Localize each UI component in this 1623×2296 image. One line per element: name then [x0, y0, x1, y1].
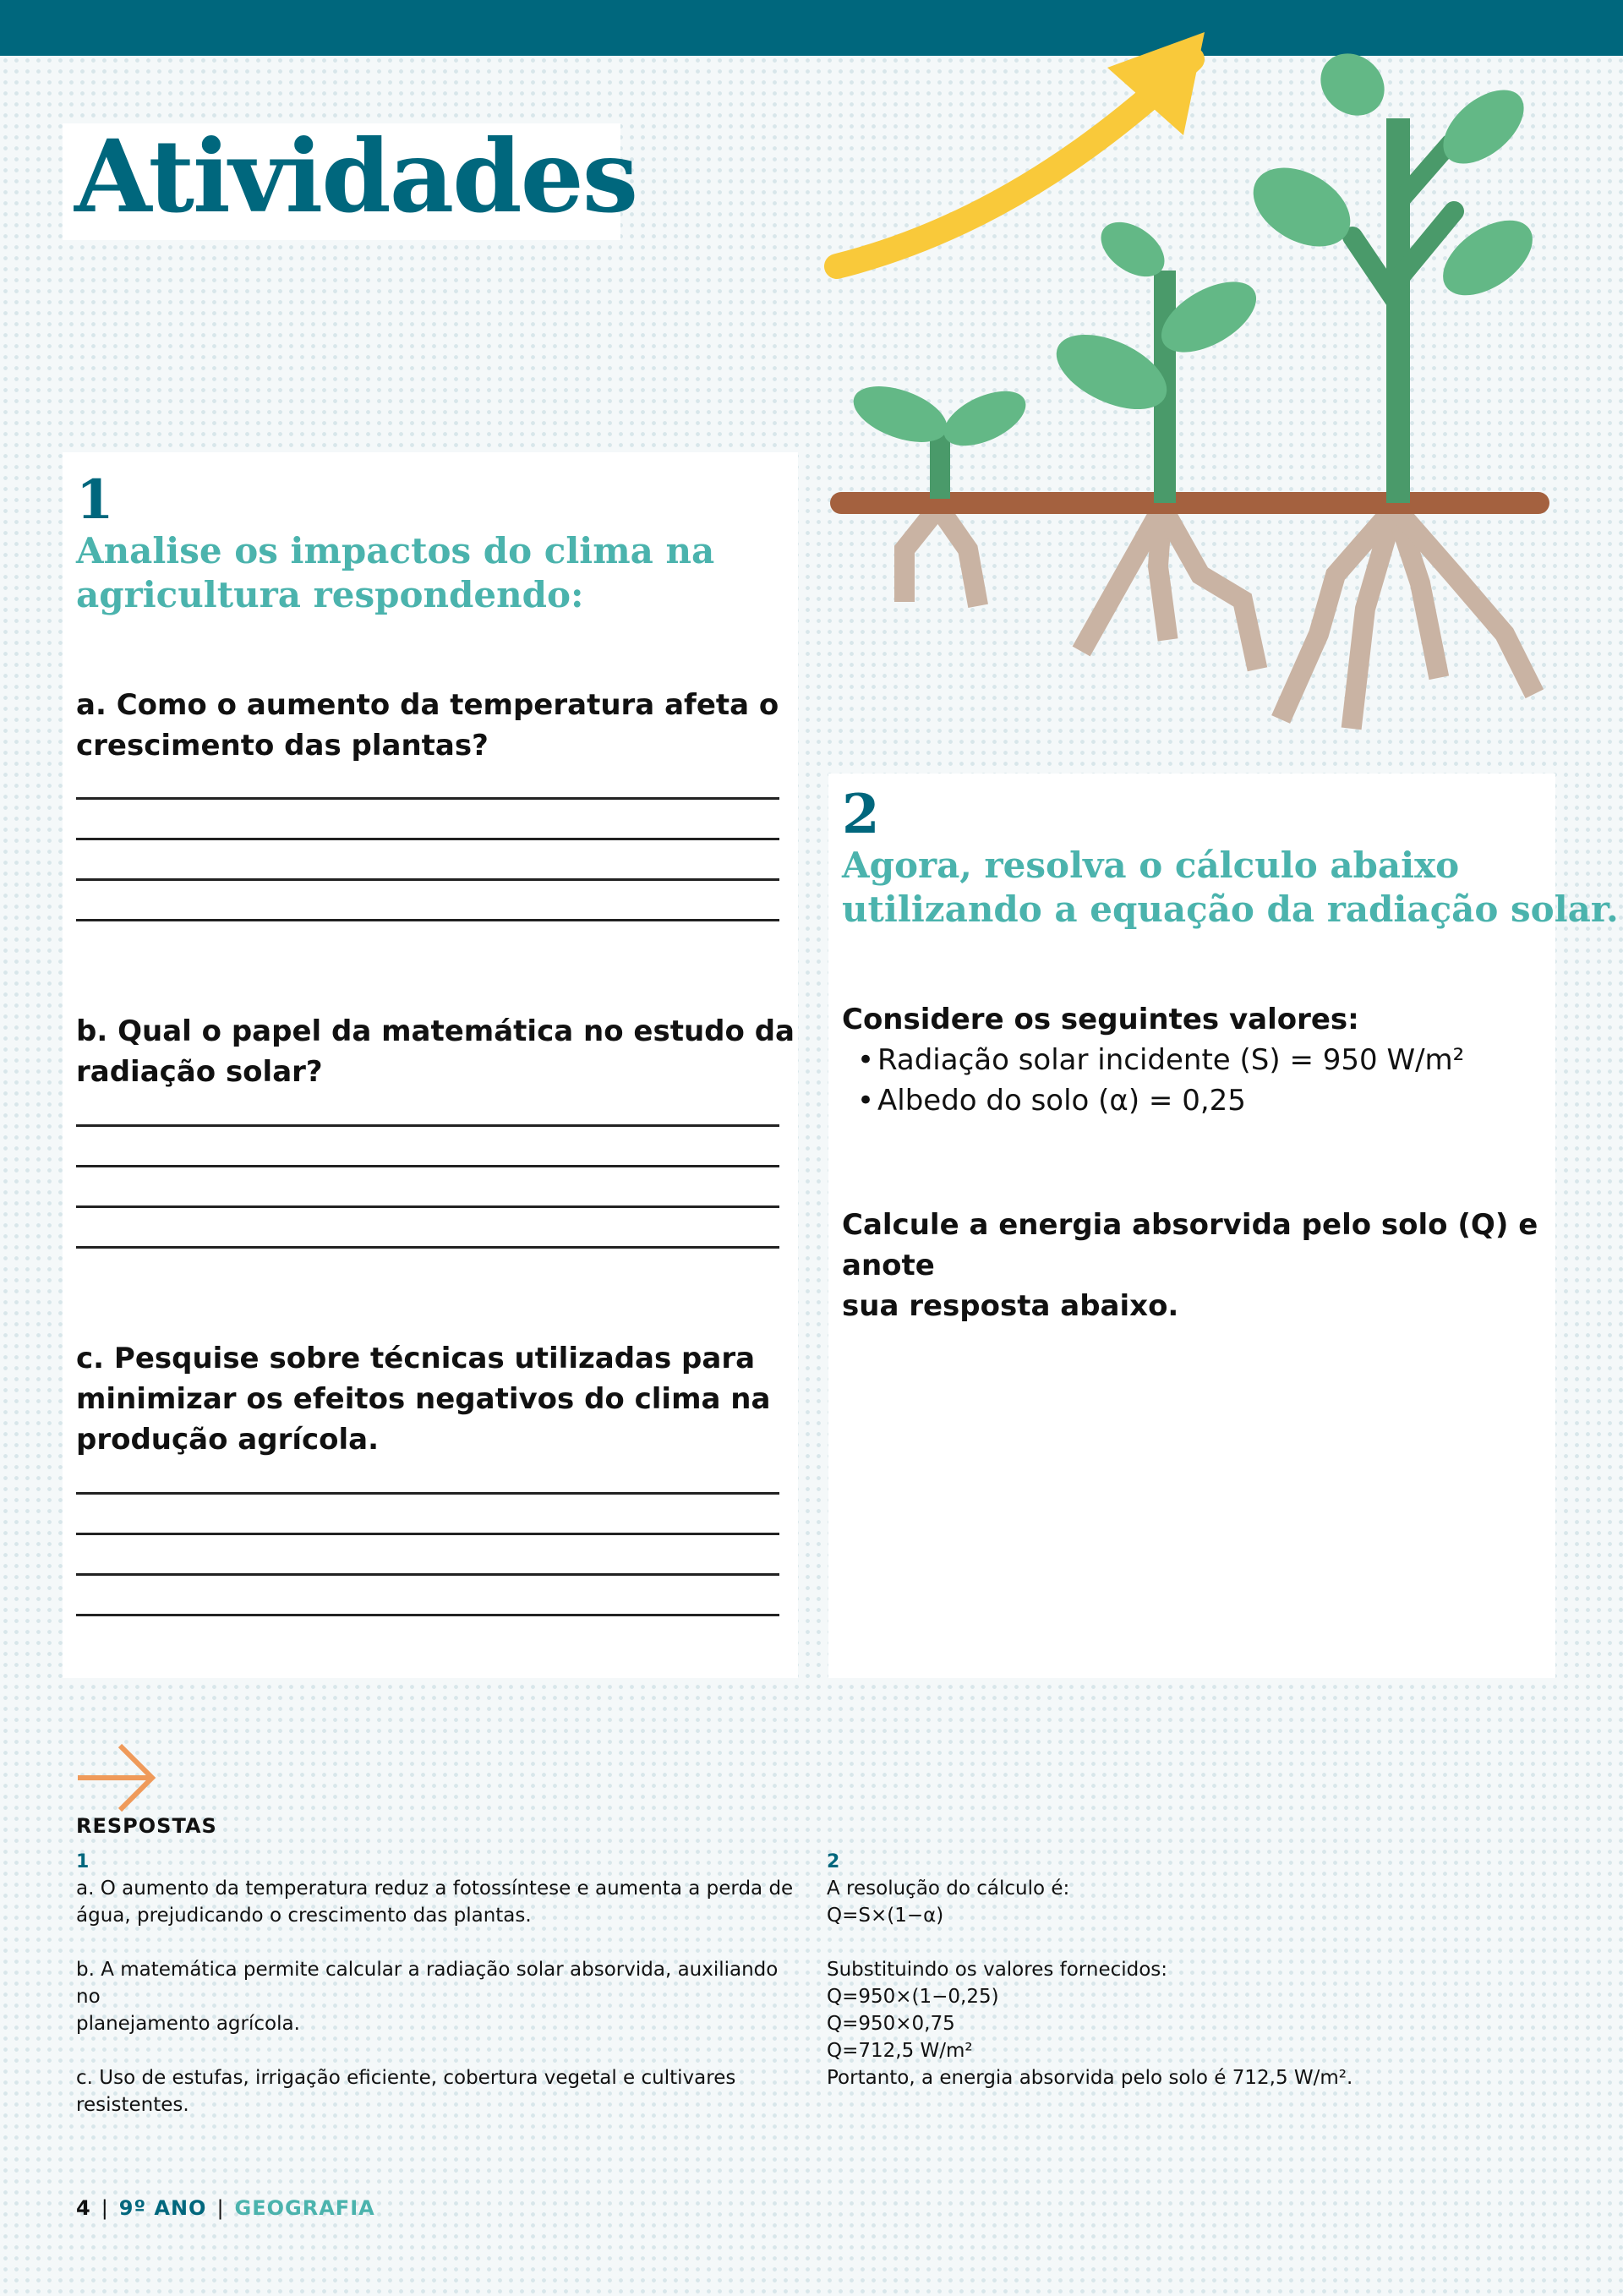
question-b-line2: radiação solar? [76, 1055, 323, 1089]
answer-line[interactable] [76, 878, 779, 881]
answer-line[interactable] [76, 1573, 779, 1576]
answer-line[interactable] [76, 1124, 779, 1127]
answer-line[interactable] [76, 838, 779, 840]
question-c-line1: c. Pesquise sobre técnicas utilizadas para [76, 1342, 756, 1375]
activity-2-heading-line1: Agora, resolva o cálculo abaixo [842, 845, 1460, 886]
answers-title: RESPOSTAS [76, 1814, 217, 1838]
footer: 4 | 9º ANO | GEOGRAFIA [76, 2196, 375, 2220]
answers-col2-text: A resolução do cálculo é: Q=S×(1−α) Substituindo os valores fornecidos: Q=950×(1−0,25) Q=950×0,75 Q=712,5 W/m² Portanto, a energia absorvida pelo solo é 712,5 W/m². [827, 1878, 1353, 2089]
page-title: Atividades [74, 118, 637, 235]
answer-line[interactable] [76, 919, 779, 921]
subject-label: GEOGRAFIA [234, 2196, 375, 2220]
answer-line[interactable] [76, 1614, 779, 1616]
activity-1-heading-line1: Analise os impactos do clima na [76, 530, 715, 571]
page-number: 4 [76, 2196, 91, 2220]
answers-col1-number: 1 [76, 1851, 90, 1872]
question-b-line1: b. Qual o papel da matemática no estudo da [76, 1014, 795, 1048]
question-c-line3: produção agrícola. [76, 1423, 380, 1457]
question-c-line2: minimizar os efeitos negativos do clima na [76, 1382, 771, 1416]
question-a [76, 685, 779, 766]
answer-line[interactable] [76, 1533, 779, 1535]
question-c [76, 1338, 770, 1460]
answers-col1-text: a. O aumento da temperatura reduz a fotossíntese e aumenta a perda de água, prejudicando o crescimento das plantas. b. A matemática permite calcular a radiação solar absorvida, auxiliando no planejamento agrícola. c. Uso de estufas, irrigação eficiente, cobertura vegetal e cultivares resistentes. [76, 1878, 794, 2116]
answer-line[interactable] [76, 1492, 779, 1495]
question-b [76, 1011, 795, 1092]
activity-2-number: 2 [842, 783, 880, 846]
answer-line[interactable] [76, 1205, 779, 1208]
arrow-right-icon [76, 1737, 161, 1822]
value-item: • Radiação solar incidente (S) = 950 W/m² [842, 1040, 1464, 1080]
values-list [842, 1040, 1464, 1121]
grade-label: 9º ANO [118, 2196, 207, 2220]
calculation-task [842, 1205, 1623, 1326]
activity-1-heading [76, 529, 714, 617]
activity-2-heading-line2: utilizando a equação da radiação solar. [842, 888, 1619, 930]
values-title: Considere os seguintes valores: [842, 1003, 1359, 1036]
answer-line[interactable] [76, 1165, 779, 1167]
activity-1-heading-line2: agricultura respondendo: [76, 574, 584, 615]
value-item: • Albedo do solo (α) = 0,25 [842, 1080, 1464, 1121]
answers-col2-number: 2 [827, 1851, 840, 1872]
question-a-line2: crescimento das plantas? [76, 729, 489, 763]
calculation-task-line1: Calcule a energia absorvida pelo solo (Q) e anote [842, 1208, 1538, 1282]
activity-1-number: 1 [76, 468, 114, 532]
question-a-line1: a. Como o aumento da temperatura afeta o [76, 688, 779, 722]
plants-growth-illustration [812, 25, 1564, 752]
calculation-task-line2: sua resposta abaixo. [842, 1289, 1179, 1323]
answer-line[interactable] [76, 1246, 779, 1249]
answer-line[interactable] [76, 797, 779, 800]
activity-2-heading [842, 844, 1619, 932]
